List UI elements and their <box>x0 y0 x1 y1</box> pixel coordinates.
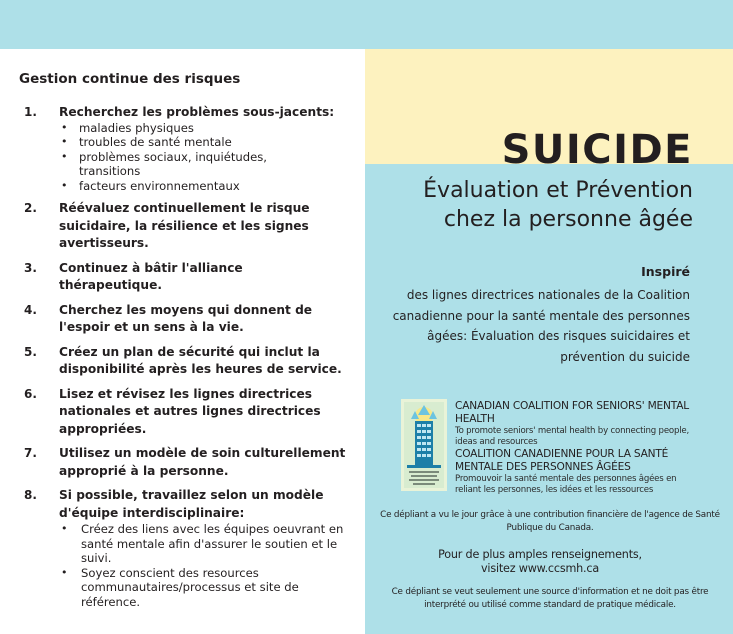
step-item <box>22 260 358 295</box>
ccsmh-logo-icon <box>401 399 447 491</box>
step-item <box>22 104 358 193</box>
step-item <box>22 445 358 480</box>
step-number: 3. <box>24 260 37 275</box>
coalition-block <box>455 400 705 496</box>
funding-note: Ce dépliant a vu le jour grâce à une contribution financière de l'agence de Santé Publique du Canada. <box>380 510 720 533</box>
step-item <box>22 302 358 337</box>
coalition-fr-desc: Promouvoir la santé mentale des personnes âgées en reliant les personnes, les idées et les ressources <box>455 474 677 495</box>
step-number: 5. <box>24 344 37 359</box>
cover-subtitle-line: Évaluation et Prévention <box>423 178 693 203</box>
sub-item: • problèmes sociaux, inquiétudes, transitions <box>59 150 358 179</box>
disclaimer-note: Ce dépliant se veut seulement une source d'information et ne doit pas être interprété ou utilisé comme standard de pratique médicale. <box>391 587 709 610</box>
step-item <box>22 344 358 379</box>
sub-item: • maladies physiques <box>59 121 358 136</box>
step-number: 6. <box>24 386 37 401</box>
sub-item: • Soyez conscient des resources communautaires/processus et site de référence. <box>59 566 358 610</box>
coalition-en-desc: To promote seniors' mental health by connecting people, ideas and resources <box>455 426 690 447</box>
sub-item: • facteurs environnementaux <box>59 179 358 194</box>
cover-subtitle <box>380 176 693 234</box>
step-text: Utilisez un modèle de soin culturellement approprié à la personne. <box>59 446 346 478</box>
sub-item: • troubles de santé mentale <box>59 135 358 150</box>
coalition-en-name: CANADIAN COALITION FOR SENIORS' MENTAL HEALTH <box>455 400 689 425</box>
top-color-band <box>0 0 733 49</box>
coalition-fr-name: COALITION CANADIENNE POUR LA SANTÉ MENTALE DES PERSONNES ÂGÉES <box>455 448 669 473</box>
step-item <box>22 386 358 439</box>
step-text: Réévaluez continuellement le risque suicidaire, la résilience et les signes avertisseurs. <box>59 201 310 250</box>
step-sub-list <box>59 522 358 609</box>
step-item <box>22 487 358 609</box>
section-title: Gestion continue des risques <box>19 71 241 87</box>
step-number: 2. <box>24 201 37 215</box>
more-info-link[interactable]: visitez www.ccsmh.ca <box>480 562 600 575</box>
risk-steps-list <box>22 104 358 616</box>
step-number: 8. <box>24 488 37 502</box>
cover-title: SUICIDE <box>501 127 693 173</box>
step-text: Lisez et révisez les lignes directrices nationales et autres lignes directrices appropriées. <box>59 386 321 436</box>
step-text: Recherchez les problèmes sous-jacents: <box>59 105 335 119</box>
step-text: Cherchez les moyens qui donnent de l'espoir et un sens à la vie. <box>59 302 313 334</box>
more-info <box>380 548 700 576</box>
sub-item: • Créez des liens avec les équipes oeuvrant en santé mentale afin d'assurer le soutien et le suivi. <box>59 522 358 566</box>
inspired-text: des lignes directrices nationales de la Coalition canadienne pour la santé mentale des personnes âgées: Évaluation des risques suicidaires et prévention du suicide <box>392 288 690 364</box>
step-number: 1. <box>24 105 37 119</box>
step-text: Continuez à bâtir l'alliance thérapeutique. <box>59 260 243 292</box>
cover-subtitle-line: chez la personne âgée <box>443 207 693 232</box>
step-text: Si possible, travaillez selon un modèle d'équipe interdisciplinaire: <box>59 488 324 520</box>
inspired-label: Inspiré <box>641 264 690 279</box>
step-text: Créez un plan de sécurité qui inclut la disponibilité après les heures de service. <box>59 344 342 376</box>
step-item <box>22 200 358 253</box>
step-number: 7. <box>24 446 37 460</box>
more-info-line: Pour de plus amples renseignements, <box>438 548 642 561</box>
step-sub-list <box>59 121 358 194</box>
step-number: 4. <box>24 302 37 317</box>
